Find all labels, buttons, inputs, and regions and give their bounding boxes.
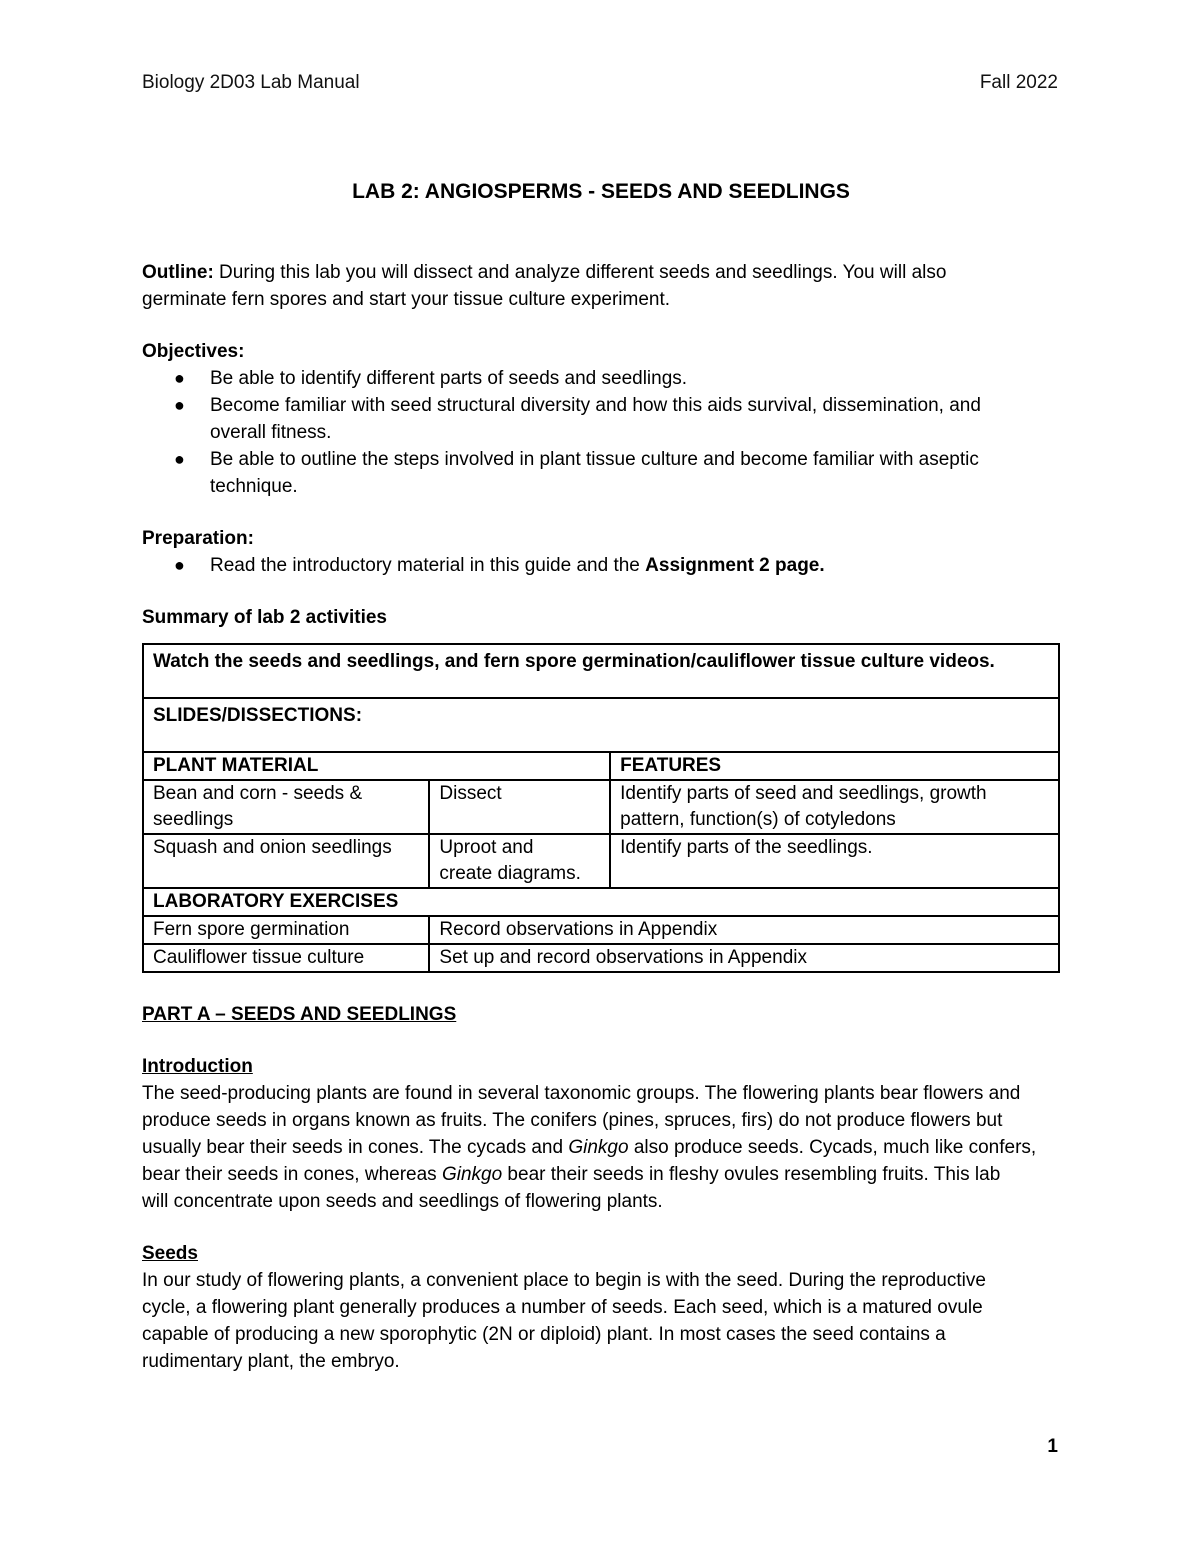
table-cell: Uproot and create diagrams. <box>429 834 610 888</box>
table-cell-slides: SLIDES/DISSECTIONS: <box>143 698 1059 752</box>
outline-label: Outline: <box>142 262 214 283</box>
table-row <box>143 834 1059 888</box>
objectives-label: Objectives: <box>142 341 245 362</box>
column-header-plant-material: PLANT MATERIAL <box>143 752 610 780</box>
list-item: ● Read the introductory material in this guide and the Assignment 2 page. <box>142 552 1060 579</box>
introduction-line: produce seeds in organs known as fruits. The conifers (pines, spruces, firs) do not produce flowers but <box>142 1110 1003 1131</box>
list-item: ● Be able to outline the steps involved in plant tissue culture and become familiar with aseptic technique. <box>142 446 1060 500</box>
table-cell: Identify parts of seed and seedlings, growth pattern, function(s) of cotyledons <box>610 780 1059 834</box>
table-cell: Record observations in Appendix <box>429 916 1059 944</box>
seeds-line: capable of producing a new sporophytic (2N or diploid) plant. In most cases the seed contains a <box>142 1324 946 1345</box>
introduction-line: usually bear their seeds in cones. The cycads and Ginkgo also produce seeds. Cycads, much like confers, <box>142 1137 1037 1158</box>
list-item: ● Become familiar with seed structural diversity and how this aids survival, dissemination, and overall fitness. <box>142 392 1060 446</box>
header-left: Biology 2D03 Lab Manual <box>142 72 360 93</box>
table-cell: Squash and onion seedlings <box>143 834 429 888</box>
table-cell: Fern spore germination <box>143 916 429 944</box>
header-right: Fall 2022 <box>979 72 1058 93</box>
bullet-icon: ● <box>174 449 185 469</box>
seeds-line: cycle, a flowering plant generally produces a number of seeds. Each seed, which is a matured ovule <box>142 1297 983 1318</box>
outline-paragraph <box>142 259 1060 286</box>
seeds-heading: Seeds <box>142 1243 198 1264</box>
page-content <box>142 178 1060 1375</box>
summary-table <box>142 643 1060 973</box>
bullet-icon: ● <box>174 395 185 415</box>
bullet-icon: ● <box>174 555 185 575</box>
bullet-icon: ● <box>174 368 185 388</box>
page-number: 1 <box>1047 1436 1058 1457</box>
table-row <box>143 780 1059 834</box>
summary-heading: Summary of lab 2 activities <box>142 607 387 628</box>
table-cell: Bean and corn - seeds & seedlings <box>143 780 429 834</box>
introduction-heading: Introduction <box>142 1056 253 1077</box>
table-cell: Set up and record observations in Appendix <box>429 944 1059 972</box>
seeds-line: rudimentary plant, the embryo. <box>142 1351 400 1372</box>
preparation-list <box>142 552 1060 579</box>
outline-line-2: germinate fern spores and start your tissue culture experiment. <box>142 289 671 310</box>
table-cell-watch: Watch the seeds and seedlings, and fern spore germination/cauliflower tissue culture videos. <box>143 644 1059 698</box>
table-cell: Identify parts of the seedlings. <box>610 834 1059 888</box>
column-header-features: FEATURES <box>610 752 1059 780</box>
introduction-line: The seed-producing plants are found in several taxonomic groups. The flowering plants bear flowers and <box>142 1083 1021 1104</box>
table-row <box>143 944 1059 972</box>
outline-line-1: During this lab you will dissect and analyze different seeds and seedlings. You will also <box>213 262 947 283</box>
table-cell: Cauliflower tissue culture <box>143 944 429 972</box>
page-title: LAB 2: ANGIOSPERMS - SEEDS AND SEEDLINGS <box>352 180 850 203</box>
objectives-list <box>142 365 1060 500</box>
preparation-label: Preparation: <box>142 528 254 549</box>
table-cell: Dissect <box>429 780 610 834</box>
table-row <box>143 916 1059 944</box>
table-cell-lab-exercises: LABORATORY EXERCISES <box>143 888 1059 916</box>
list-item: ● Be able to identify different parts of seeds and seedlings. <box>142 365 1060 392</box>
introduction-line: will concentrate upon seeds and seedlings of flowering plants. <box>142 1191 663 1212</box>
part-a-heading: PART A – SEEDS AND SEEDLINGS <box>142 1004 457 1025</box>
introduction-line: bear their seeds in cones, whereas Ginkgo bear their seeds in fleshy ovules resembling fruits. This lab <box>142 1164 1001 1185</box>
seeds-line: In our study of flowering plants, a convenient place to begin is with the seed. During the reproductive <box>142 1270 986 1291</box>
